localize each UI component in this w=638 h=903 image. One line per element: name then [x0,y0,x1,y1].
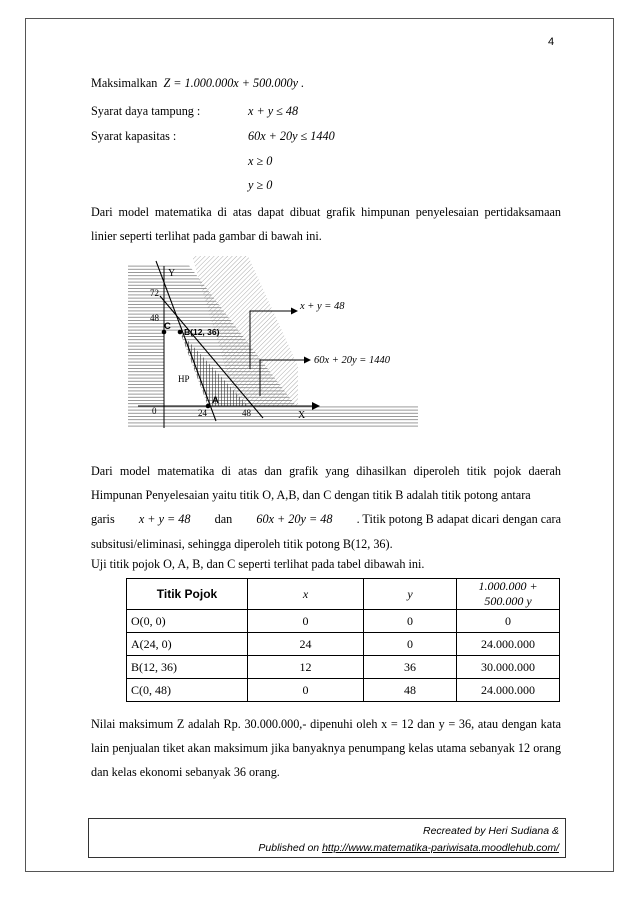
objective-line [91,75,304,91]
table-header: Titik Pojok [127,579,248,610]
arrow-1 [291,308,298,315]
point-b-marker [178,330,183,335]
constraint-expr-2: 60x + 20y ≤ 1440 [248,129,335,143]
objective-label: Maksimalkan [91,76,158,90]
result-paragraph-3: subsitusi/eliminasi, sehingga diperoleh titik potong B(12, 36). [91,537,393,551]
tick-x-24: 24 [198,408,207,418]
footer-box [88,818,566,858]
table-cell: 0 [364,610,457,633]
table-cell: B(12, 36) [127,656,248,679]
point-b-label: B(12, 36) [184,327,220,337]
constraint-expr-1: x + y ≤ 48 [248,104,299,118]
line2-label: 60x + 20y = 1440 [314,355,390,366]
table-cell: A(24, 0) [127,633,248,656]
table-header: 1.000.000 + 500.000 y [457,579,560,610]
feasible-region-graph [128,256,418,432]
result-paragraph-2 [91,511,561,527]
result-paragraph-1: Dari model matematika di atas dan grafik yang dihasilkan diperoleh titik pojok daerah Himpunan Penyelesaian yaitu titik O, A,B, dan C dengan titik B adalah titik potong antara [91,464,561,502]
table-cell: 48 [364,679,457,702]
line1-label: x + y = 48 [300,301,345,312]
point-c-label: C [164,321,171,332]
axis-x-label: X [298,410,306,421]
axis-y-label: Y [168,268,176,279]
origin-label: 0 [152,406,157,416]
point-a-label: A [212,395,219,406]
table-row [127,679,560,702]
arrow-2 [304,357,311,364]
footer-published-prefix: Published on [258,842,323,854]
table-cell: 30.000.000 [457,656,560,679]
table-cell: O(0, 0) [127,610,248,633]
result-dan: dan [214,512,233,526]
constraint-label-1: Syarat daya tampung : [91,104,201,118]
footer-link[interactable]: http://www.matematika-pariwisata.moodlehub.com/ [322,842,559,854]
table-row [127,656,560,679]
result-eq2: 60x + 20y = 48 [256,512,333,526]
table-cell: 24.000.000 [457,679,560,702]
table-cell: 12 [248,656,364,679]
constraint-label-2: Syarat kapasitas : [91,129,177,143]
table-row [127,610,560,633]
objective-expr: Z = 1.000.000x + 500.000y . [163,76,305,90]
table-cell: 0 [457,610,560,633]
region-label: HP [178,374,190,384]
table-header: y [364,579,457,610]
footer-published [89,840,559,857]
tick-x-48: 48 [242,408,251,418]
intro-paragraph: Dari model matematika di atas dapat dibuat grafik himpunan penyelesaian pertidaksamaan linier seperti terlihat pada gambar di bawah ini. [91,205,561,243]
constraint-expr-3: x ≥ 0 [248,154,273,168]
table-cell: 0 [248,679,364,702]
table-cell: 0 [248,610,364,633]
result-suffix: . Titik potong B adapat dicari dengan cara [356,512,561,526]
table-cell: 36 [364,656,457,679]
tick-y-48: 48 [150,313,159,323]
table-cell: 24 [248,633,364,656]
table-cell: 24.000.000 [457,633,560,656]
table-intro: Uji titik pojok O, A, B, dan C seperti terlihat pada tabel dibawah ini. [91,557,425,571]
corner-point-table [126,578,560,702]
table-cell: C(0, 48) [127,679,248,702]
tick-y-72: 72 [150,288,159,298]
constraint-expr-4: y ≥ 0 [248,178,273,192]
footer-credit: Recreated by Heri Sudiana & [423,825,559,837]
table-header-row [127,579,560,610]
table-cell: 0 [364,633,457,656]
table-header: x [248,579,364,610]
result-garis: garis [91,512,115,526]
result-eq1: x + y = 48 [138,512,191,526]
conclusion-paragraph: Nilai maksimum Z adalah Rp. 30.000.000,- dipenuhi oleh x = 12 dan y = 36, atau dengan kata lain penjualan tiket akan maksimum jika banyaknya penumpang kelas utama sebanyak 12 orang dan kelas ekonomi sebanyak 36 orang. [91,717,561,779]
page-number: 4 [548,36,555,48]
table-row [127,633,560,656]
